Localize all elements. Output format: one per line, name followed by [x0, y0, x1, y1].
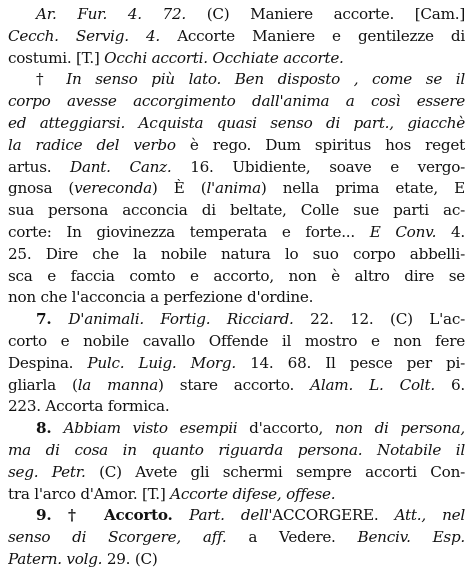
text-line — [8, 505, 465, 527]
text-line — [8, 135, 465, 157]
text-segment: D'animali. Fortig. Ricciard. — [68, 310, 294, 329]
text-segment: seg. Petr. — [8, 462, 86, 481]
text-segment: tra l'arco d'Amor. [T.] — [8, 484, 171, 503]
text-segment: Cecch. Servig. 4. — [8, 26, 160, 45]
text-segment: Abbiam visto esempii — [63, 419, 250, 438]
text-segment: (C) — [206, 5, 230, 23]
text-segment: Benciv. Esp. — [357, 528, 465, 547]
text-segment: E Conv. — [369, 222, 437, 241]
text-line — [8, 375, 465, 397]
text-segment: è rego. Dum spiritus hos reget — [189, 135, 465, 154]
text-segment: 8. — [36, 419, 64, 438]
text-segment: ) È ( — [151, 179, 207, 198]
text-line — [8, 484, 465, 506]
text-segment: Accorte difese, offese. — [170, 484, 336, 503]
text-segment: ACCORGERE. — [272, 506, 395, 525]
text-segment: Att., nel — [394, 506, 465, 525]
text-line — [8, 549, 465, 571]
text-segment: Part. dell' — [189, 506, 273, 525]
text-segment: ) stare accorto. — [158, 375, 311, 394]
text-segment: Pulc. Luig. Morg. — [87, 353, 236, 372]
entry-paragraph-p5 — [8, 505, 465, 570]
text-segment: senso di Scorgere, aff. — [8, 528, 227, 547]
text-segment: 4. — [436, 222, 465, 241]
text-line — [8, 48, 465, 70]
text-line — [8, 287, 465, 309]
text-line — [8, 418, 465, 440]
text-segment: 223. Accorta formica. — [8, 397, 170, 416]
text-segment: non di persona, — [334, 419, 465, 438]
text-segment: artus. — [8, 157, 71, 176]
text-segment: d'accorto, — [249, 419, 335, 438]
text-segment: Despina. — [8, 353, 88, 372]
text-line — [8, 91, 465, 113]
text-segment: 14. 68. Il pesce per pi- — [235, 353, 465, 372]
text-line — [8, 353, 465, 375]
text-segment: 22. 12. (C) L'ac- — [293, 310, 465, 329]
text-segment: la manna — [77, 375, 159, 394]
text-segment: Maniere accorte. [Cam.] — [229, 5, 465, 23]
text-segment: Alam. L. Colt. — [310, 375, 435, 394]
text-segment: la radice del verbo — [8, 135, 190, 154]
text-segment: costumi. [T.] — [8, 48, 105, 67]
text-line — [8, 266, 465, 288]
text-line — [8, 331, 465, 353]
text-segment: ed atteggiarsi. Acquista quasi senso di part., giacchè — [8, 113, 465, 132]
text-segment: a Vedere. — [226, 528, 358, 547]
text-line — [8, 440, 465, 462]
text-line — [8, 69, 465, 91]
entry-paragraph-p2 — [8, 69, 465, 309]
text-segment: corto e nobile cavallo Offende il mostro e non fere — [8, 331, 465, 350]
text-line — [8, 244, 465, 266]
text-segment: 9. † Accorto. — [36, 506, 190, 525]
text-segment: vereconda — [74, 179, 152, 198]
text-segment: corpo avesse accorgimento dall'anima a così essere — [8, 92, 465, 111]
text-segment: In senso più lato. Ben disposto , come se il — [66, 70, 465, 89]
text-segment: ) nella prima etate, E — [260, 179, 465, 198]
text-line — [8, 309, 465, 331]
text-segment: non che l'acconcia a perfezione d'ordine. — [8, 288, 314, 307]
text-segment: Dant. Canz. — [70, 157, 172, 176]
text-segment: sca e faccia comto e accorto, non è altro dire se — [8, 266, 465, 285]
text-segment: sua persona acconcia di beltate, Colle sue parti ac- — [8, 201, 465, 220]
text-segment: 29. (C) — [102, 549, 158, 568]
text-line — [8, 113, 465, 135]
text-segment: (C) Avete gli schermi sempre accorti Con- — [85, 462, 465, 481]
text-segment: 25. Dire che la nobile natura lo suo corpo abbelli- — [8, 244, 465, 263]
text-segment: 6. — [434, 375, 465, 394]
text-segment: Ar. Fur. 4. 72. — [36, 5, 207, 23]
entry-paragraph-p3 — [8, 309, 465, 418]
text-line — [8, 396, 465, 418]
text-segment: l'anima — [206, 179, 261, 198]
text-line — [8, 178, 465, 200]
entry-paragraph-p1 — [8, 4, 465, 69]
text-segment: Patern. volg. — [8, 549, 103, 568]
text-line — [8, 26, 465, 48]
text-line — [8, 4, 465, 26]
text-segment: gliarla ( — [8, 375, 78, 394]
text-segment: Accorte Maniere e gentilezze di — [160, 26, 465, 45]
text-segment: † — [36, 70, 67, 89]
text-segment: Occhi accorti. Occhiate accorte. — [104, 48, 344, 67]
text-segment: 7. — [36, 310, 69, 329]
text-line — [8, 527, 465, 549]
text-segment: gnosa ( — [8, 179, 75, 198]
text-line — [8, 157, 465, 179]
entry-paragraph-p4 — [8, 418, 465, 505]
text-line — [8, 200, 465, 222]
text-segment: 16. Ubidiente, soave e vergo- — [171, 157, 465, 176]
text-segment: ma di cosa in quanto riguarda persona. Notabile il — [8, 440, 465, 459]
text-line — [8, 222, 465, 244]
text-segment: corte: In giovinezza temperata e forte... — [8, 222, 370, 241]
text-line — [8, 462, 465, 484]
